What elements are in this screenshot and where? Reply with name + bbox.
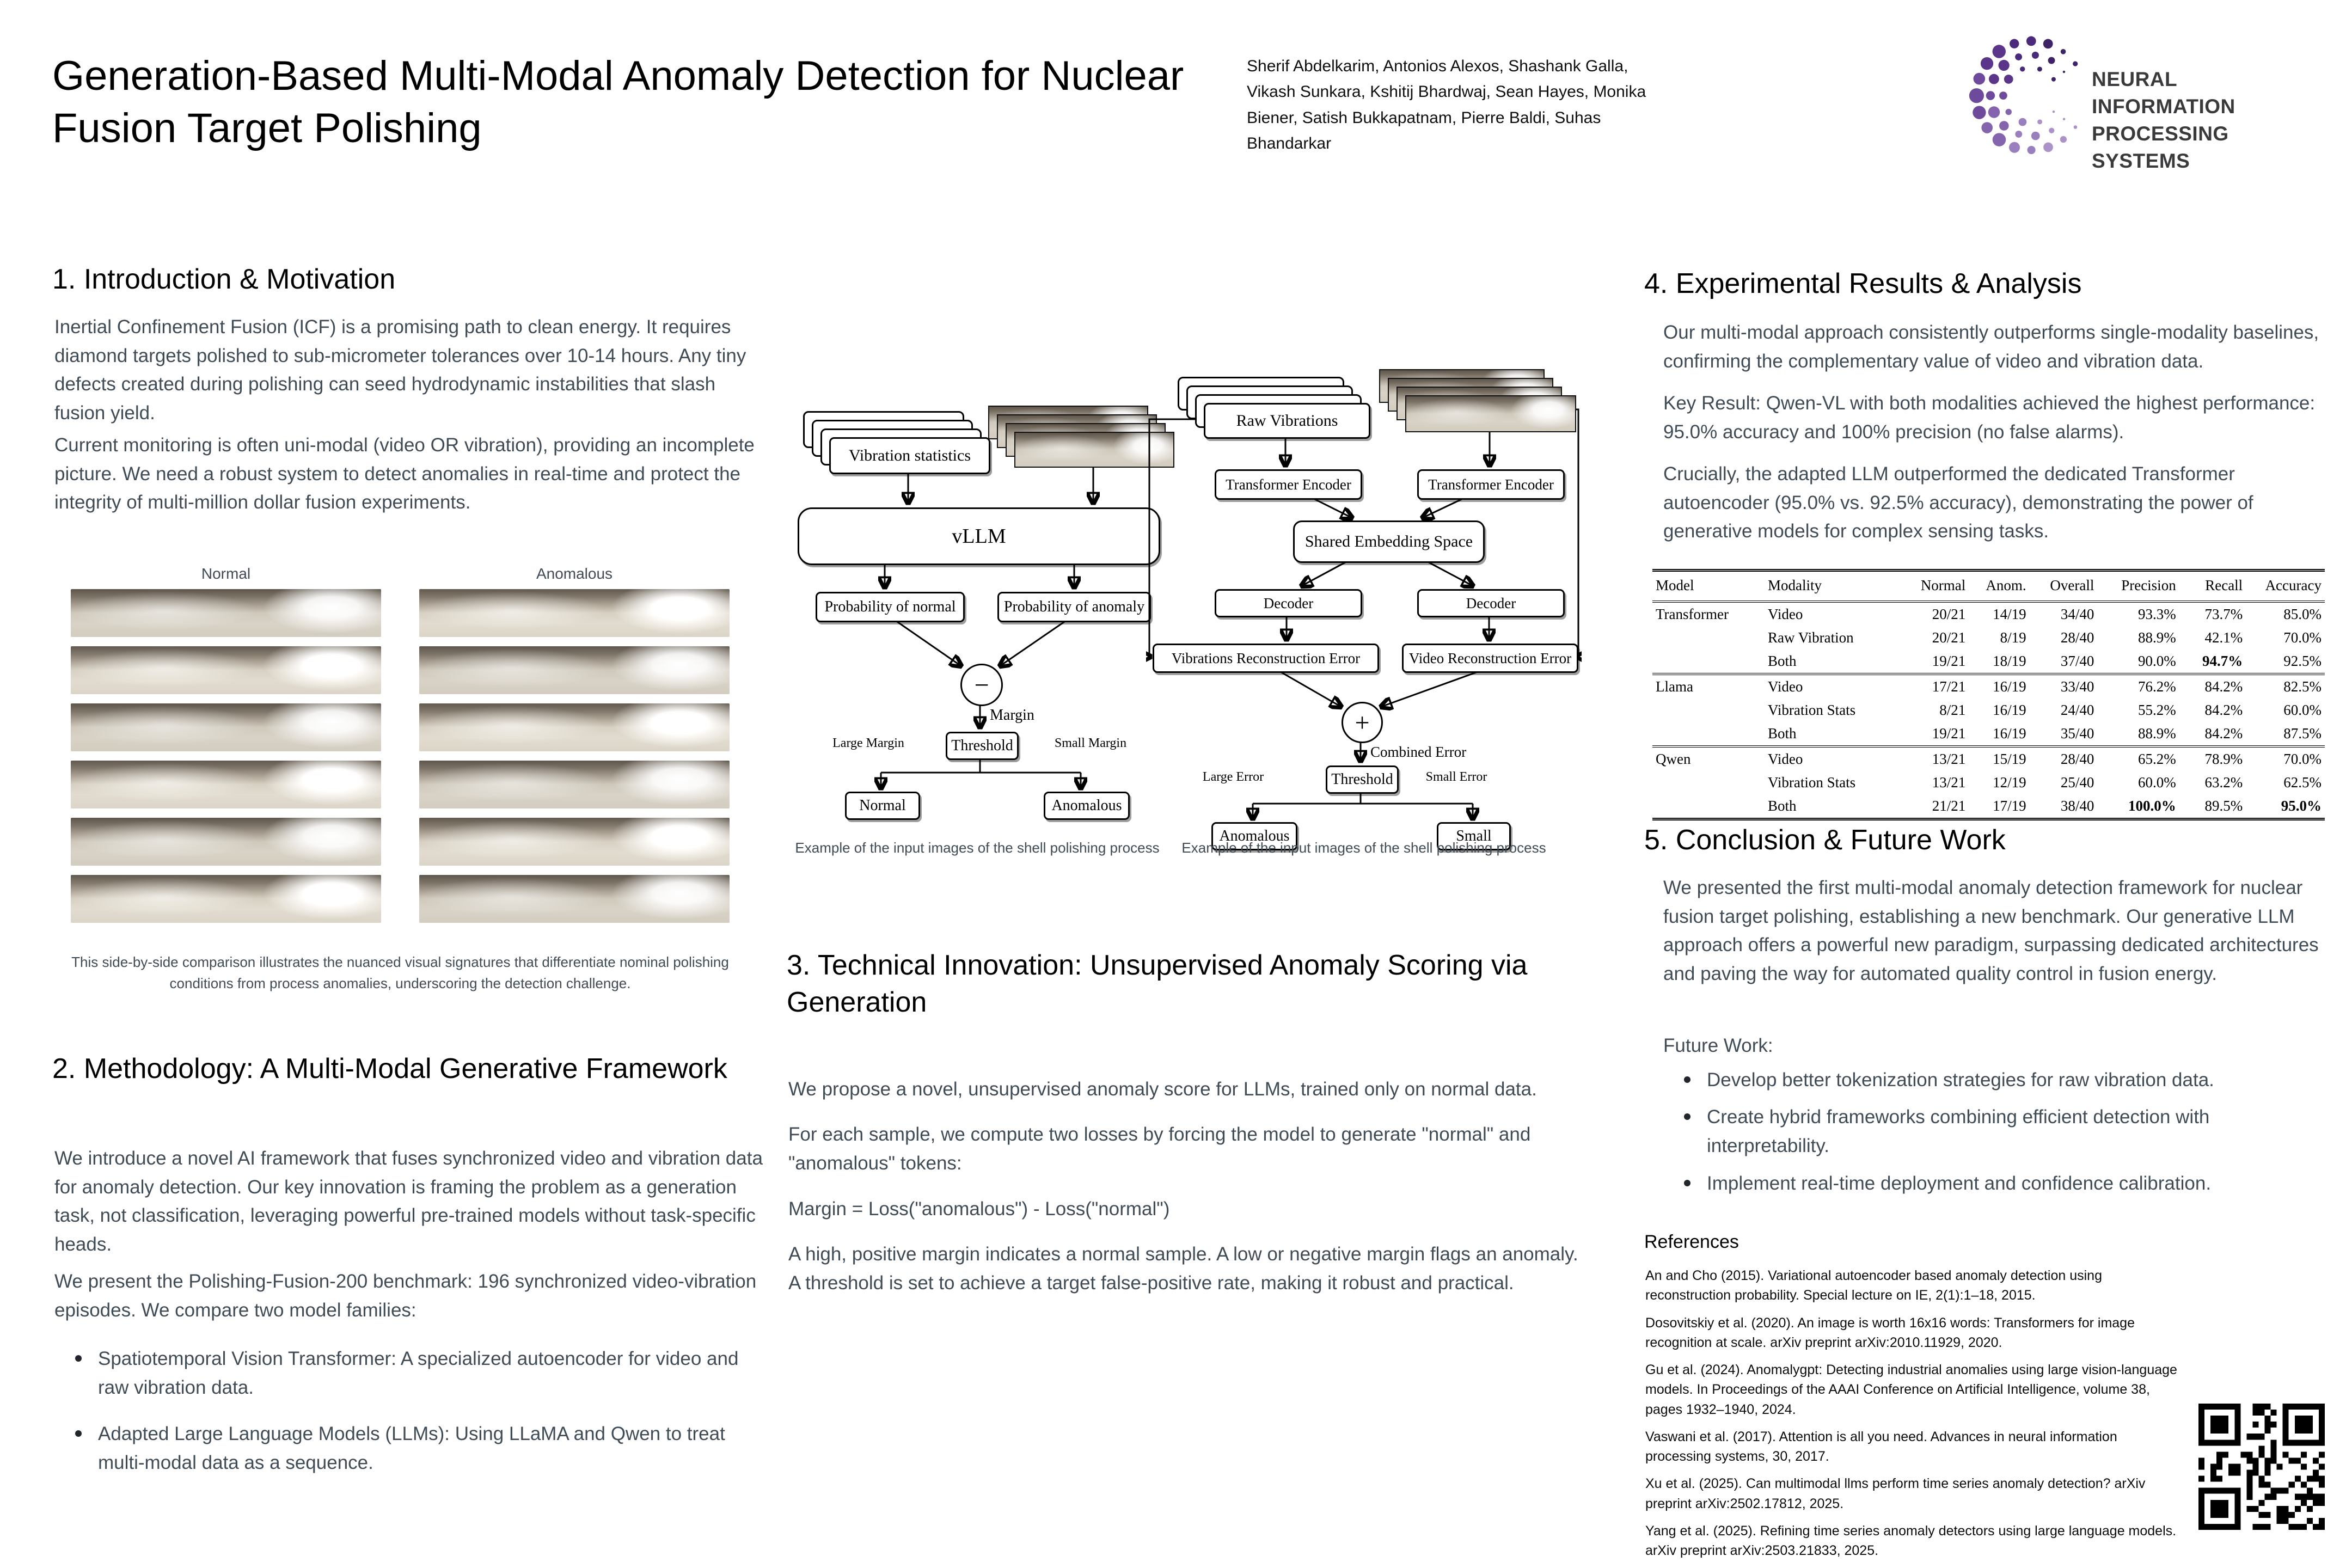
cell: 88.9% [2137,629,2176,646]
cell: 19/21 [1932,653,1966,669]
reference-entry: Xu et al. (2025). Can multimodal llms perform time series anomaly detection? arXiv preprint arXiv:2502.17812, 2025. [1645,1476,2146,1511]
section3-para2: For each sample, we compute two losses by forcing the model to generate "normal" and "anomalous" tokens: [788,1124,1531,1174]
cell: 63.2% [2204,774,2243,791]
cell: 8/21 [1939,702,1966,718]
figure-label-normal: Normal [201,565,251,582]
vllm-diagram-caption: Example of the input images of the shell polishing process [795,840,1160,856]
threshold-node: Threshold [946,732,1019,760]
cell: 16/19 [1969,674,2029,699]
table-row [1652,602,2325,626]
cell: 33/40 [2030,674,2098,699]
cell: 24/40 [2060,702,2094,718]
cell: 62.5% [2283,774,2322,791]
vllm-node: vLLM [798,507,1160,565]
section1-para1: Inertial Confinement Fusion (ICF) is a promising path to clean energy. It requires diamond targets polished to sub-micrometer tolerances over 10-14 hours. Any tiny defects created during polishing can seed hydrodynamic instabilities that slash fusion yield. [54,316,746,424]
section4-para3: Crucially, the adapted LLM outperformed the dedicated Transformer autoencoder (95.0% vs. 92.5% accuracy), demonstrating the power of generative models for complex sensing tasks. [1663,463,2253,542]
cell: 20/21 [1932,629,1966,646]
col-header: Anom. [1969,571,2029,602]
section1-para2: Current monitoring is often uni-modal (video OR vibration), providing an incomplete picture. We need a robust system to detect anomalies in real-time and protect the integrity of multi-million dollar fusion experiments. [54,434,755,513]
future-work-label: Future Work: [1663,1035,1773,1056]
small-margin-label: Small Margin [1054,736,1127,750]
reference-entry: Gu et al. (2024). Anomalygpt: Detecting industrial anomalies using large vision-language models. In Proceedings of the AAAI Conference on Artificial Intelligence, volume 38, pages 1932–1940, 2024. [1645,1362,2177,1417]
bullet-text: Implement real-time deployment and confidence calibration. [1707,1173,2212,1194]
margin-label: Margin [990,707,1034,724]
raw-vibrations-node: Raw Vibrations [1204,403,1370,439]
section3-para4: A high, positive margin indicates a normal sample. A low or negative margin flags an anomaly. A threshold is set to achieve a target false-positive rate, making it robust and practical. [788,1244,1578,1294]
vllm-diagram [789,348,1165,866]
references-list [1645,1266,2182,1568]
cell: 20/21 [1932,606,1966,622]
bullet-text: Develop better tokenization strategies for raw vibration data. [1707,1069,2214,1091]
cell: 55.2% [2137,702,2176,718]
section3-heading: 3. Technical Innovation: Unsupervised Anomaly Scoring via Generation [787,950,1528,1018]
section2-para2: We present the Polishing-Fusion-200 benchmark: 196 synchronized video-vibration episodes. We compare two model families: [54,1271,757,1321]
cell: Llama [1652,674,1765,699]
section5-para1: We presented the first multi-modal anomaly detection framework for nuclear fusion target polishing, establishing a new benchmark. Our generative LLM approach offers a powerful new paradigm, surpassing dedicated architectures and paving the way for automated quality control in fusion energy. [1663,877,2319,984]
normal-leaf-node: Normal [845,792,920,820]
reference-entry: Vaswani et al. (2017). Attention is all you need. Advances in neural information processing systems, 30, 2017. [1645,1429,2117,1464]
prob-normal-node: Probability of normal [816,592,965,622]
table-row [1652,674,2325,699]
cell: 73.7% [2204,606,2243,622]
cell: 65.2% [2097,746,2179,771]
bullet-icon [1684,1113,1690,1120]
col-header: Modality [1765,571,1901,602]
cell: 16/19 [1993,725,2026,742]
col-header: Accuracy [2246,571,2325,602]
anomalous-leaf-node: Anomalous [1044,792,1130,820]
section3-para1: We propose a novel, unsupervised anomaly score for LLMs, trained only on normal data. [788,1079,1537,1100]
section5-bullet-3 [1680,1169,2322,1198]
cell: 28/40 [2030,746,2098,771]
neurips-logo-text [2092,66,2319,175]
cell: 34/40 [2060,606,2094,622]
cell: 14/19 [1993,606,2026,622]
cell: Transformer [1656,606,1729,622]
comparison-figure [71,589,730,924]
cell: 25/40 [2060,774,2094,791]
video-frame [71,646,381,694]
cell: 42.1% [2204,629,2243,646]
cell: 17/19 [1993,798,2026,814]
neurips-logo-swirl-icon [1965,30,2099,163]
bullet-icon [75,1430,82,1437]
cell: 78.9% [2179,746,2246,771]
anomalous-leaf-node: Anomalous [1211,822,1297,850]
large-margin-label: Large Margin [832,736,904,750]
cell: 37/40 [2060,653,2094,669]
cell: 92.5% [2283,653,2322,669]
bullet-text: Adapted Large Language Models (LLMs): Using LLaMA and Qwen to treat multi-modal data as a sequence. [98,1423,725,1473]
logo-text-line2: PROCESSING SYSTEMS [2092,122,2229,172]
col-header: Overall [2030,571,2098,602]
cell: 21/21 [1932,798,1966,814]
threshold-node: Threshold [1326,765,1399,794]
video-frame [419,875,730,923]
section3-formula: Margin = Loss("anomalous") - Loss("normal") [788,1198,1170,1220]
col-header: Model [1652,571,1765,602]
author-list: Sherif Abdelkarim, Antonios Alexos, Shashank Galla, Vikash Sunkara, Kshitij Bhardwaj, Sean Hayes, Monika Biener, Satish Bukkapatnam, Pierre Baldi, Suhas Bhandarkar [1247,57,1646,153]
bullet-icon [1684,1180,1690,1186]
video-frame [71,875,381,923]
cell: Raw Vibration [1768,629,1854,646]
minus-operator-icon: − [960,664,1003,706]
combined-error-label: Combined Error [1370,744,1467,760]
cell: 82.5% [2246,674,2325,699]
cell [1652,626,1765,650]
transformer-encoder-node-1: Transformer Encoder [1215,469,1362,500]
bullet-text: Spatiotemporal Vision Transformer: A specialized autoencoder for video and raw vibration data. [98,1348,739,1398]
cell: 18/19 [1993,653,2026,669]
poster-title: Generation-Based Multi-Modal Anomaly Detection for Nuclear Fusion Target Polishing [52,53,1184,151]
cell: 89.5% [2204,798,2243,814]
section2-bullet-2 [71,1420,751,1477]
figure-label-anomalous: Anomalous [536,565,613,582]
video-frame [419,646,730,694]
table-row [1652,722,2325,746]
vibrations-reconstruction-error-node: Vibrations Reconstruction Error [1153,644,1379,673]
section2-heading: 2. Methodology: A Multi-Modal Generative Framework [52,1053,727,1085]
cell: 94.7% [2202,653,2243,669]
col-header: Precision [2097,571,2179,602]
cell: 16/19 [1993,702,2026,718]
table-row [1652,771,2325,794]
reference-entry: Yang et al. (2025). Refining time series anomaly detectors using large language models. arXiv preprint arXiv:2503.21833, 2025. [1645,1523,2177,1558]
table-row [1652,650,2325,674]
figure-caption: This side-by-side comparison illustrates the nuanced visual signatures that differentiate nominal polishing conditions from process anomalies, underscoring the detection challenge. [71,954,729,991]
transformer-encoder-node-2: Transformer Encoder [1417,469,1565,500]
table-row [1652,699,2325,722]
vibration-statistics-node: Vibration statistics [829,437,990,474]
cell: 60.0% [2137,774,2176,791]
video-reconstruction-error-node: Video Reconstruction Error [1402,644,1578,673]
cell: 85.0% [2283,606,2322,622]
video-frame [71,761,381,808]
cell: Video [1765,746,1901,771]
video-frame [419,589,730,637]
cell [1652,699,1765,722]
qr-code [2198,1404,2325,1530]
cell: 84.2% [2204,725,2243,742]
cell: 95.0% [2281,798,2322,814]
cell [1652,771,1765,794]
reference-entry: Dosovitskiy et al. (2020). An image is worth 16x16 words: Transformers for image recognition at scale. arXiv preprint arXiv:2010.11929, 2020. [1645,1315,2135,1350]
section5-bullet-2 [1680,1103,2322,1160]
cell: 84.2% [2204,702,2243,718]
cell: 70.0% [2246,746,2325,771]
table-row [1652,794,2325,819]
bullet-icon [75,1355,82,1362]
section2-bullet-1 [71,1345,751,1402]
cell: 35/40 [2060,725,2094,742]
references-heading: References [1644,1232,1739,1252]
cell: Qwen [1652,746,1765,771]
section4-para2: Key Result: Qwen-VL with both modalities achieved the highest performance: 95.0% accuracy and 100% precision (no false alarms). [1663,393,2316,443]
section4-para1: Our multi-modal approach consistently outperforms single-modality baselines, confirming the complementary value of video and vibration data. [1663,322,2319,372]
video-frame [419,761,730,808]
cell: 17/21 [1901,674,1969,699]
neurips-logo [1965,30,2319,172]
results-table [1652,569,2325,820]
section5-bullet-1 [1680,1066,2322,1095]
table-header-row [1652,571,2325,602]
prob-anomaly-node: Probability of anomaly [997,592,1151,622]
decoder-node-2: Decoder [1417,589,1565,617]
autoencoder-diagram [1146,343,1582,866]
table-row [1652,746,2325,771]
cell: Both [1768,653,1797,669]
cell: 38/40 [2060,798,2094,814]
video-frame [419,703,730,751]
cell: 28/40 [2060,629,2094,646]
section1-heading: 1. Introduction & Motivation [52,264,396,295]
cell: 87.5% [2283,725,2322,742]
small-error-label: Small Error [1425,770,1487,784]
video-frame [71,703,381,751]
cell: Vibration Stats [1768,774,1856,791]
cell: 15/19 [1969,746,2029,771]
cell: Both [1768,798,1797,814]
cell: 88.9% [2137,725,2176,742]
reference-entry: An and Cho (2015). Variational autoencoder based anomaly detection using reconstruction probability. Special lecture on IE, 2(1):1–18, 2015. [1645,1268,2102,1303]
section2-para1: We introduce a novel AI framework that fuses synchronized video and vibration data for anomaly detection. Our key innovation is framing the problem as a generation task, not classification, leveraging powerful pre-trained models without task-specific heads. [54,1148,763,1255]
cell: 100.0% [2128,798,2176,814]
cell: 84.2% [2179,674,2246,699]
cell: 90.0% [2137,653,2176,669]
plus-operator-icon: + [1342,702,1383,743]
cell: 93.3% [2137,606,2176,622]
video-frame [419,818,730,866]
section4-heading: 4. Experimental Results & Analysis [1644,268,2082,299]
decoder-node-1: Decoder [1215,589,1362,617]
cell: 60.0% [2283,702,2322,718]
cell [1652,794,1765,819]
cell: 76.2% [2097,674,2179,699]
cell: 12/19 [1993,774,2026,791]
bullet-text: Create hybrid frameworks combining efficient detection with interpretability. [1707,1106,2210,1156]
small-leaf-node: Small [1437,822,1511,850]
logo-text-line1: NEURAL INFORMATION [2092,68,2235,118]
cell [1652,722,1765,746]
cell: Video [1765,674,1901,699]
cell: Video [1768,606,1803,622]
col-header: Recall [2179,571,2246,602]
video-frame-stack [1405,395,1576,432]
col-header: Normal [1901,571,1969,602]
autoencoder-diagram-caption: Example of the input images of the shell polishing process [1181,840,1546,856]
cell: 19/21 [1932,725,1966,742]
section5-heading: 5. Conclusion & Future Work [1644,824,2006,856]
video-frame [71,589,381,637]
cell: 13/21 [1932,774,1966,791]
cell: 8/19 [2000,629,2026,646]
bullet-icon [1684,1076,1690,1083]
video-frame [71,818,381,866]
shared-embedding-node: Shared Embedding Space [1293,520,1485,563]
large-error-label: Large Error [1202,770,1264,784]
cell: Vibration Stats [1768,702,1856,718]
table-row [1652,626,2325,650]
cell: 13/21 [1901,746,1969,771]
cell [1652,650,1765,674]
cell: Both [1768,725,1797,742]
cell: 70.0% [2283,629,2322,646]
